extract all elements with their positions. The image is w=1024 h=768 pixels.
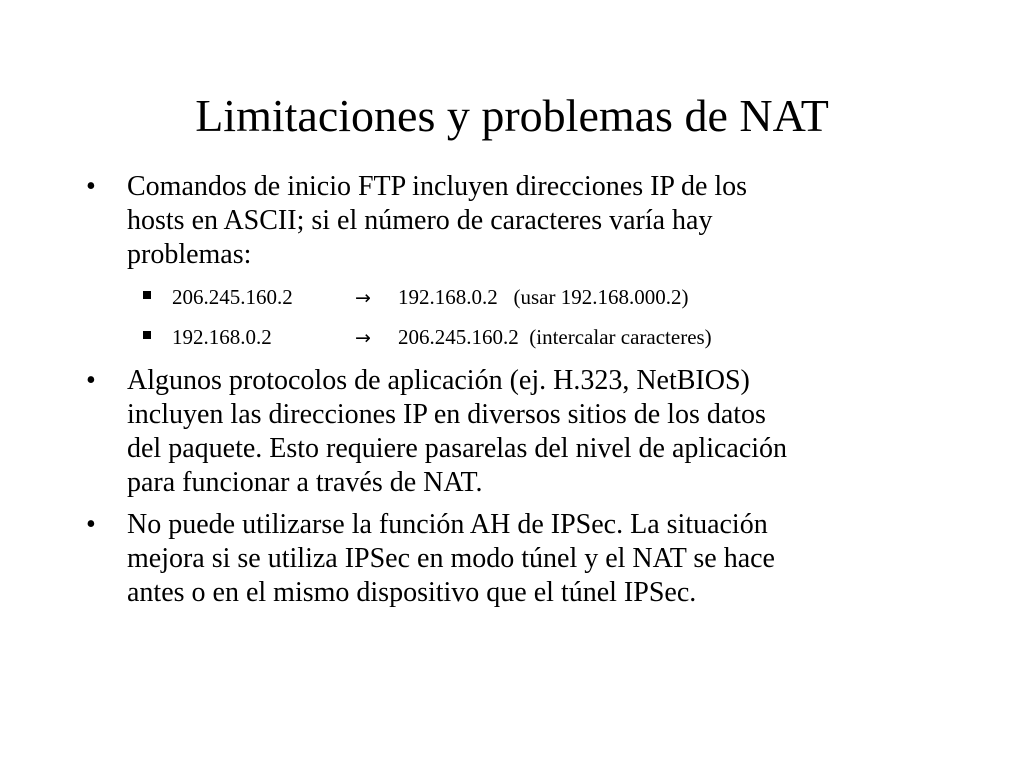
bullet-item-ipsec [86, 508, 956, 610]
sub-item-address-example [86, 324, 956, 350]
bullet-line: del paquete. Esto requiere pasarelas del nivel de aplicación [127, 433, 788, 464]
right-arrow-icon: → [355, 287, 371, 309]
address-note: (usar 192.168.000.2) [513, 285, 689, 309]
bullet-line: problemas: [127, 239, 252, 270]
sub-item-address-example [86, 284, 956, 310]
source-address: 192.168.0.2 [172, 325, 272, 349]
bullet-line: para funcionar a través de NAT. [127, 467, 483, 498]
bullet-line: hosts en ASCII; si el número de caracteres varía hay [127, 205, 713, 236]
square-bullet-icon [143, 291, 151, 299]
address-note: (intercalar caracteres) [529, 325, 712, 349]
bullet-line: Comandos de inicio FTP incluyen direcciones IP de los [127, 171, 748, 202]
right-arrow-icon: → [355, 327, 371, 349]
bullet-dot-icon: • [86, 365, 96, 396]
target-address: 192.168.0.2 [398, 285, 498, 309]
bullet-line: Algunos protocolos de aplicación (ej. H.323, NetBIOS) [127, 365, 750, 396]
source-address: 206.245.160.2 [172, 285, 293, 309]
bullet-dot-icon: • [86, 171, 96, 202]
slide-title: Limitaciones y problemas de NAT [195, 90, 829, 141]
bullet-line: mejora si se utiliza IPSec en modo túnel y el NAT se hace [127, 543, 775, 574]
square-bullet-icon [143, 331, 151, 339]
bullet-dot-icon: • [86, 509, 96, 540]
slide-body [86, 170, 956, 610]
bullet-line: antes o en el mismo dispositivo que el túnel IPSec. [127, 577, 697, 608]
bullet-item-ftp [86, 170, 956, 272]
bullet-item-application-protocols [86, 364, 956, 500]
bullet-line: No puede utilizarse la función AH de IPSec. La situación [127, 509, 768, 540]
sub-list-ftp-examples [86, 284, 956, 350]
target-address: 206.245.160.2 [398, 325, 519, 349]
bullet-line: incluyen las direcciones IP en diversos sitios de los datos [127, 399, 766, 430]
